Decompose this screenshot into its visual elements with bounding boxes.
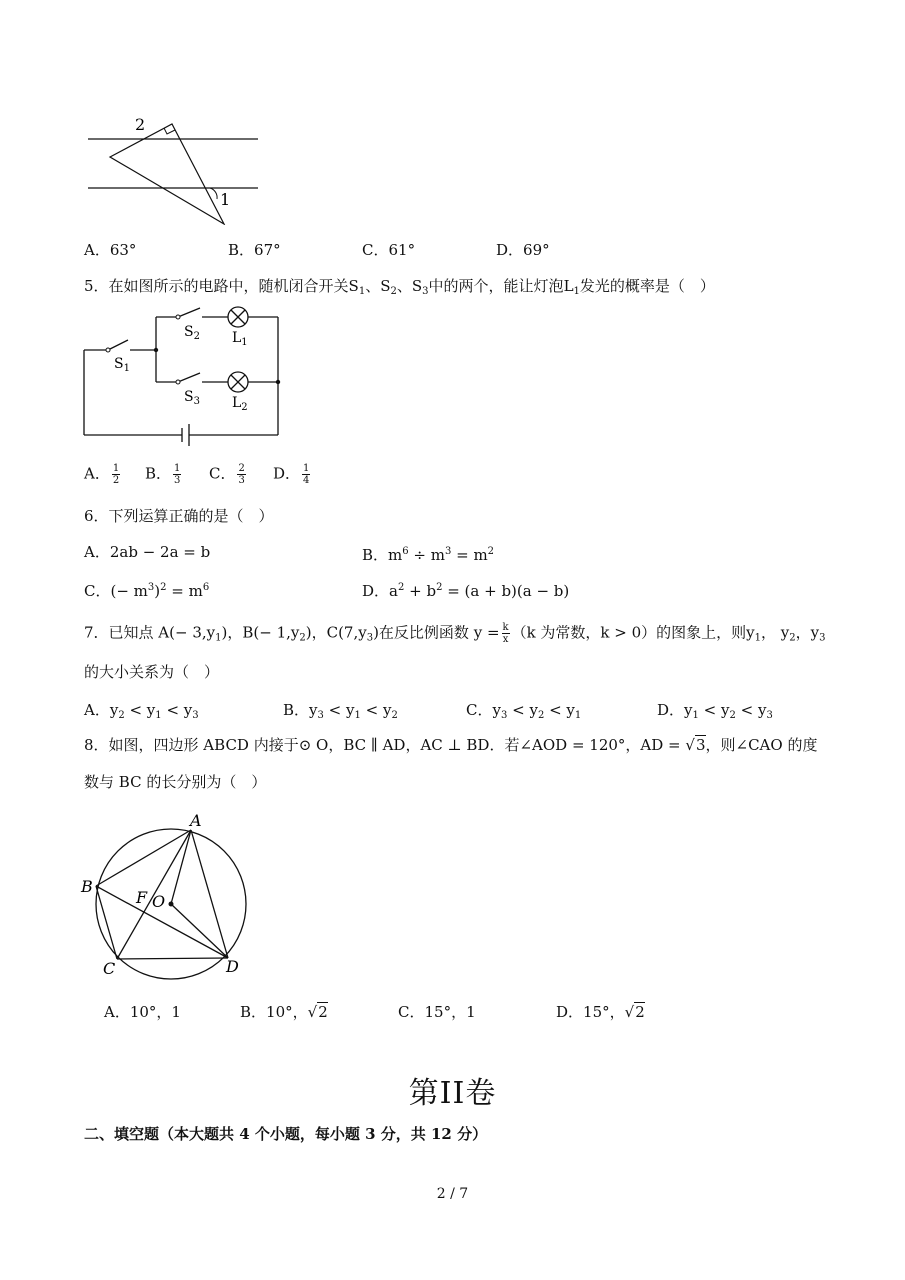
- point-label-b: B: [81, 877, 93, 896]
- q5-stem: 5．在如图所示的电路中，随机闭合开关$S_1$、$S_2$、$S_3$中的两个，能让灯泡$L_1$发光的概率是（ ）: [84, 277, 715, 297]
- label-l2: $L_2$: [232, 395, 248, 413]
- q8-option-d[interactable]: D．15°，√2: [556, 1003, 645, 1021]
- angle-label-1: 1: [220, 190, 231, 209]
- q5-option-d[interactable]: D． $\frac{1}{4}$: [273, 463, 310, 486]
- q7-option-b[interactable]: B．$y_3 < y_1 < y_2$: [283, 701, 398, 721]
- q8-stem: 8．如图，四边形 ABCD 内接于⊙ O，BC ∥ AD，AC ⊥ BD．若∠AOD = 120°，AD = √3，则∠CAO 的度: [84, 736, 818, 754]
- section-subtitle: 二、填空题（本大题共 4 个小题，每小题 3 分，共 12 分）: [84, 1125, 488, 1143]
- right-angle-mark: [164, 128, 175, 134]
- q8-option-b[interactable]: B．10°，√2: [240, 1003, 328, 1021]
- q6-stem: 6．下列运算正确的是（ ）: [84, 507, 274, 525]
- label-s3: $S_3$: [184, 389, 200, 407]
- switch-s1: [108, 340, 128, 350]
- q8-option-c[interactable]: C．15°，1: [398, 1003, 476, 1021]
- q5-option-c[interactable]: C． $\frac{2}{3}$: [209, 463, 245, 486]
- q8-circle-figure: [78, 808, 258, 980]
- q7-option-a[interactable]: A．$y_2 < y_1 < y_3$: [84, 701, 199, 721]
- q4-option-c[interactable]: C．61°: [362, 241, 416, 259]
- q5-option-b[interactable]: B． $\frac{1}{3}$: [145, 463, 181, 486]
- q4-triangle-figure: [80, 110, 280, 225]
- point-label-o: O: [152, 892, 166, 911]
- q6-option-b[interactable]: B．$m^6 \div m^3 = m^2$: [362, 546, 495, 564]
- q6-option-c[interactable]: C．(− $m^3)^2 = m^6$: [84, 582, 210, 600]
- point-label-d: D: [226, 957, 239, 976]
- q7-option-d[interactable]: D．$y_1 < y_2 < y_3$: [657, 701, 773, 721]
- q7-option-c[interactable]: C．$y_3 < y_2 < y_1$: [466, 701, 582, 721]
- label-l1: $L_1$: [232, 330, 248, 348]
- q7-stem-line2: 的大小关系为（ ）: [84, 663, 220, 681]
- q8-option-a[interactable]: A．10°，1: [104, 1003, 181, 1021]
- q4-option-d[interactable]: D．69°: [496, 241, 550, 259]
- switch-s2: [178, 308, 200, 317]
- angle-1-arc: [210, 188, 217, 199]
- section-title: 第II卷: [408, 1076, 497, 1111]
- point-label-c: C: [103, 959, 116, 978]
- q6-option-a[interactable]: A．2ab − 2a = b: [84, 543, 211, 561]
- q4-option-a[interactable]: A．63°: [84, 241, 137, 259]
- label-s2: $S_2$: [184, 324, 200, 342]
- q4-option-b[interactable]: B．67°: [228, 241, 281, 259]
- q7-stem: 7．已知点 $A(- 3,y_1)$，$B(- 1,y_2)$，$C(7,y_3)$在反比例函数 y = $\frac{k}{x}$ （k 为常数，k > 0）的图象上，则$y_1$， $y_2$，$y_3$: [84, 622, 826, 645]
- point-label-a: A: [190, 811, 202, 830]
- angle-label-2: 2: [135, 115, 146, 134]
- switch-s3: [178, 373, 200, 382]
- q5-circuit-figure: [78, 300, 288, 450]
- point-label-f: F: [136, 888, 148, 907]
- q5-option-a[interactable]: A． $\frac{1}{2}$: [84, 463, 120, 486]
- q8-stem-line2: 数与 BC 的长分别为（ ）: [84, 773, 267, 791]
- q6-option-d[interactable]: D．$a^2 + b^2 = (a + b)(a - b)$: [362, 582, 570, 600]
- page-number: 2 / 7: [436, 1186, 469, 1202]
- label-s1: $S_1$: [114, 356, 130, 374]
